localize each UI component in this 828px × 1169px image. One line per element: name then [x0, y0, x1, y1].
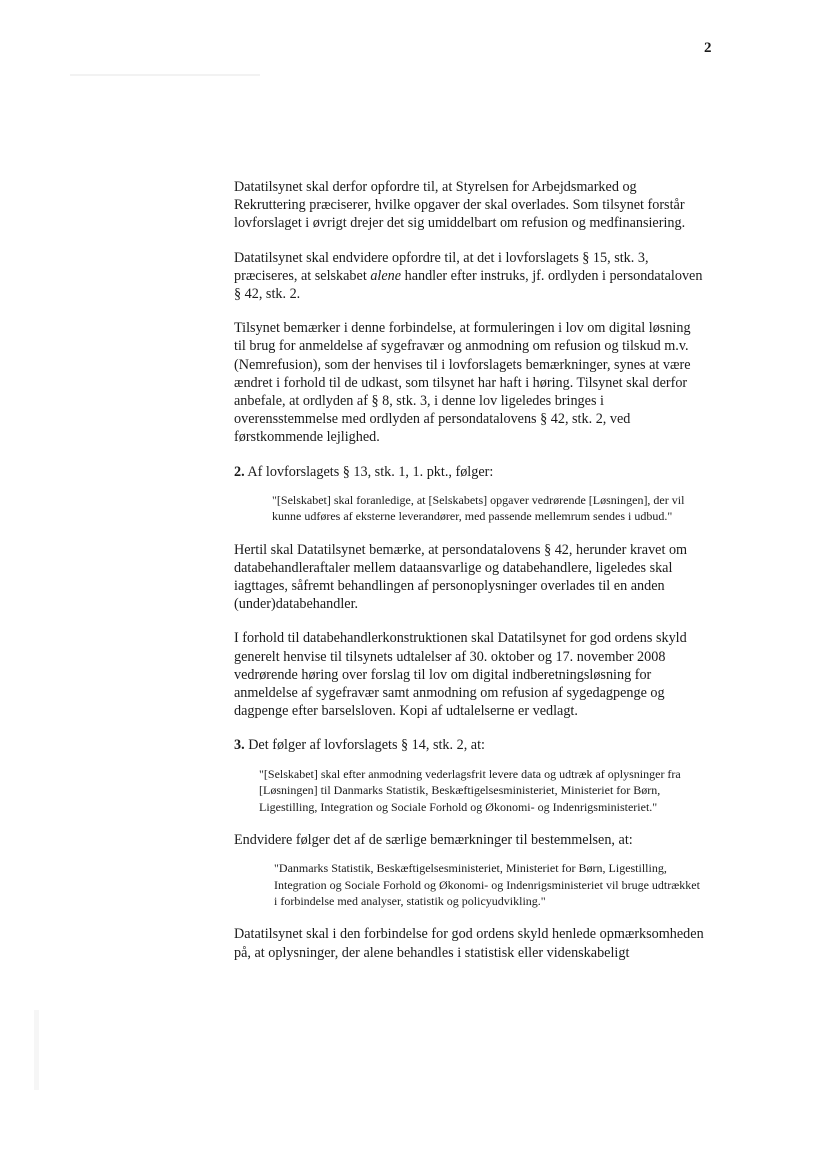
document-body: [234, 178, 704, 962]
scan-artifact-left: [34, 1010, 39, 1090]
paragraph-clarify-tasks: Datatilsynet skal derfor opfordre til, at Styrelsen for Arbejdsmarked og Rekruttering præciserer, hvilke opgaver der skal overlades. Som tilsynet forstår lovforslaget i øvrigt drejer det sig umiddelbart om refusion og medfinansiering.: [234, 179, 686, 232]
paragraph-statistical-processing: Datatilsynet skal i den forbindelse for god ordens skyld henlede opmærksomheden på, at oplysninger, der alene behandles i statistisk eller videnskabeligt: [234, 926, 704, 961]
page-number: 2: [704, 40, 713, 56]
paragraph-nemrefusion-remark: Tilsynet bemærker i denne forbindelse, at formuleringen i lov om digital løsning til brug for anmeldelse af sygefravær og anmodning om refusion og tilskud m.v. (Nemrefusion), som der henvises til i lovforslagets bemærkninger, synes at være ændret i forhold til de udkast, som tilsynet har haft i høring. Tilsynet skal derfor anbefale, at ordlyden af § 8, stk. 3, i denne lov ligeledes bringes i overensstemmelse med ordlyden af persondatalovens § 42, stk. 2, ved førstkommende lejlighed.: [234, 320, 691, 446]
block-quote: "Danmarks Statistik, Beskæftigelsesministeriet, Ministeriet for Børn, Ligestilling, Integration og Sociale Forhold og Økonomi- og Indenrigsministeriet vil bruge udtrækket i forbindelse med analyser, statistik og policyudvikling.": [274, 861, 700, 908]
section-2-heading: [234, 463, 704, 481]
paragraph-data-processor-agreements: Hertil skal Datatilsynet bemærke, at persondatalovens § 42, herunder kravet om databehandleraftaler mellem dataansvarlige og databehandlere, ligeledes skal iagttages, såfremt behandlingen af personoplysninger overlades til en anden (under)databehandler.: [234, 541, 688, 613]
block-quote: "[Selskabet] skal efter anmodning vederlagsfrit levere data og udtræk af oplysninger fra [Løsningen] til Danmarks Statistik, Beskæftigelsesministeriet, Ministeriet for Børn, Ligestilling, Integration og Sociale Forhold og Økonomi- og Indenrigsministeriet.": [259, 766, 681, 814]
block-quote: "[Selskabet] skal foranledige, at [Selskabets] opgaver vedrørende [Løsningen], der vil kunne udføres af eksterne leverandører, med passende mellemrum sendes i udbud.": [272, 492, 685, 524]
paragraph-processor-construction: I forhold til databehandlerkonstruktionen skal Datatilsynet for god ordens skyld generelt henvise til tilsynets udtalelser af 30. oktober og 17. november 2008 vedrørende høring over forslag til lov om digital indberetningsløsning for anmeldelse af sygefravær samt anmodning om refusion af sygedagpenge og dagpenge efter barselsloven. Kopi af udtalelserne er vedlagt.: [234, 630, 687, 720]
section-heading-text: Det følger af lovforslagets § 14, stk. 2, at:: [248, 737, 485, 754]
emphasis-text: alene: [370, 267, 402, 284]
paragraph-instruction-clarification: [234, 249, 704, 304]
paragraph-special-remarks: Endvidere følger det af de særlige bemærkninger til bestemmelsen, at:: [234, 831, 633, 848]
section-3-heading: [234, 736, 704, 754]
section-number: 3.: [234, 737, 245, 754]
section-heading-text: Af lovforslagets § 13, stk. 1, 1. pkt., følger:: [247, 463, 494, 480]
section-number: 2.: [234, 463, 245, 480]
paragraph-text: handler efter instruks, jf. ordlyden i persondataloven § 42, stk. 2.: [234, 267, 703, 303]
paragraph-text: Datatilsynet skal endvidere opfordre til, at det i lovforslagets § 15, stk. 3, præciseres, at selskabet: [234, 249, 649, 284]
scan-artifact-top: [70, 74, 260, 76]
